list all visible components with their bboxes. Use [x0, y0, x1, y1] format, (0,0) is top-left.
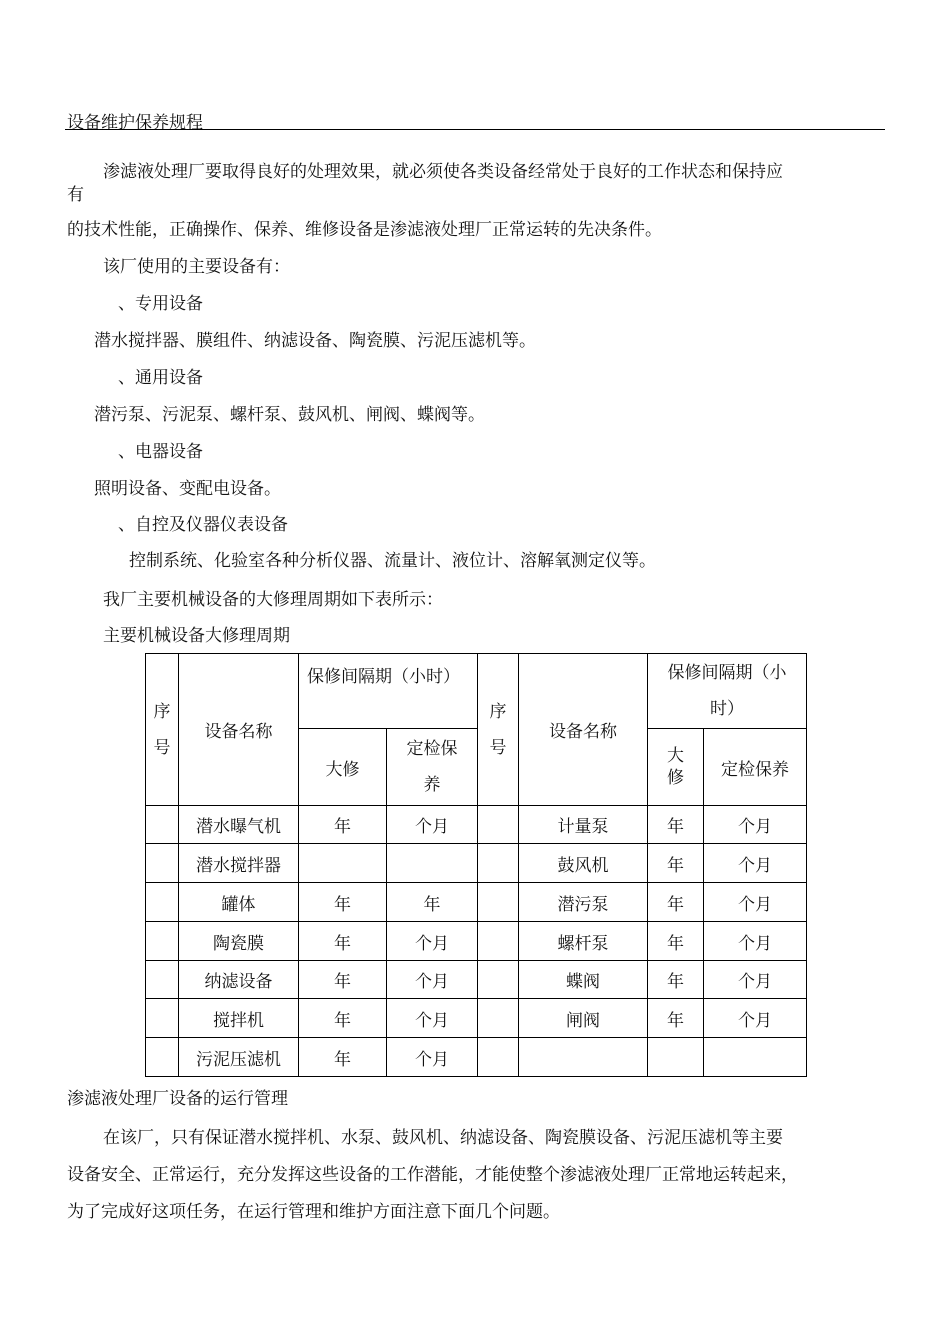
cell-equipment-name: 潜水曝气机 [179, 806, 299, 844]
cell-inspection: 个月 [387, 999, 478, 1038]
table-caption: 主要机械设备大修理周期 [103, 626, 290, 646]
cell-seq [146, 961, 179, 999]
cell-major-repair: 年 [299, 1038, 387, 1077]
section-paragraph-line: 设备安全、正常运行，充分发挥这些设备的工作潜能，才能使整个渗滤液处理厂正常地运转起来， [67, 1165, 798, 1185]
cell-seq [478, 999, 519, 1038]
cell-seq [478, 1038, 519, 1077]
category-heading: 、专用设备 [118, 294, 203, 314]
section-paragraph-line: 为了完成好这项任务，在运行管理和维护方面注意下面几个问题。 [67, 1202, 560, 1222]
cell-seq [478, 883, 519, 922]
header-major-repair: 大 修 [648, 729, 704, 806]
cell-equipment-name [519, 1038, 648, 1077]
cell-equipment-name: 潜水搅拌器 [179, 844, 299, 883]
cell-seq [478, 961, 519, 999]
table-row [146, 999, 807, 1038]
cell-major-repair: 年 [648, 883, 704, 922]
header-maintenance-interval: 保修间隔期（小时） [299, 654, 478, 729]
cell-major-repair: 年 [648, 961, 704, 999]
equipment-intro: 该厂使用的主要设备有： [103, 257, 290, 277]
table-row [146, 1038, 807, 1077]
cell-equipment-name: 陶瓷膜 [179, 922, 299, 961]
maintenance-table [145, 653, 807, 1077]
cell-major-repair: 年 [648, 999, 704, 1038]
cell-seq [478, 922, 519, 961]
cell-major-repair: 年 [648, 922, 704, 961]
header-major-repair: 大修 [299, 729, 387, 806]
cell-inspection [387, 844, 478, 883]
header-inspection: 定检保养 [704, 729, 807, 806]
cell-equipment-name: 纳滤设备 [179, 961, 299, 999]
cell-seq [478, 844, 519, 883]
table-row [146, 961, 807, 999]
cell-equipment-name: 螺杆泵 [519, 922, 648, 961]
category-heading: 、电器设备 [118, 442, 203, 462]
cell-inspection: 个月 [387, 922, 478, 961]
cell-equipment-name: 搅拌机 [179, 999, 299, 1038]
header-inspection: 定检保养 [387, 729, 478, 806]
table-intro: 我厂主要机械设备的大修理周期如下表所示： [103, 590, 443, 610]
cell-inspection: 个月 [704, 883, 807, 922]
cell-inspection: 个月 [387, 806, 478, 844]
intro-line-1: 渗滤液处理厂要取得良好的处理效果，就必须使各类设备经常处于良好的工作状态和保持应 [103, 162, 783, 182]
cell-seq [146, 1038, 179, 1077]
category-items: 控制系统、化验室各种分析仪器、流量计、液位计、溶解氧测定仪等。 [129, 551, 656, 571]
cell-inspection: 个月 [704, 844, 807, 883]
cell-inspection: 个月 [704, 806, 807, 844]
cell-equipment-name: 罐体 [179, 883, 299, 922]
cell-equipment-name: 污泥压滤机 [179, 1038, 299, 1077]
cell-equipment-name: 计量泵 [519, 806, 648, 844]
intro-line-1-cont: 有 [67, 185, 84, 205]
section-paragraph-line: 在该厂，只有保证潜水搅拌机、水泵、鼓风机、纳滤设备、陶瓷膜设备、污泥压滤机等主要 [103, 1128, 783, 1148]
cell-major-repair [648, 1038, 704, 1077]
category-items: 照明设备、变配电设备。 [94, 479, 281, 499]
category-heading: 、通用设备 [118, 368, 203, 388]
intro-line-2: 的技术性能，正确操作、保养、维修设备是渗滤液处理厂正常运转的先决条件。 [67, 220, 662, 240]
cell-major-repair: 年 [648, 806, 704, 844]
header-divider [65, 129, 885, 130]
cell-inspection: 个月 [387, 1038, 478, 1077]
page-title: 设备维护保养规程 [67, 113, 203, 133]
cell-inspection: 个月 [704, 922, 807, 961]
cell-seq [146, 999, 179, 1038]
table-row [146, 806, 807, 844]
header-equipment-name: 设备名称 [179, 654, 299, 806]
cell-seq [146, 922, 179, 961]
cell-inspection: 个月 [387, 961, 478, 999]
header-seq: 序 号 [478, 654, 519, 806]
table-row [146, 844, 807, 883]
cell-equipment-name: 潜污泵 [519, 883, 648, 922]
cell-seq [146, 844, 179, 883]
cell-inspection [704, 1038, 807, 1077]
cell-seq [146, 806, 179, 844]
cell-inspection: 年 [387, 883, 478, 922]
table-row [146, 922, 807, 961]
category-items: 潜污泵、污泥泵、螺杆泵、鼓风机、闸阀、蝶阀等。 [94, 405, 485, 425]
cell-inspection: 个月 [704, 961, 807, 999]
cell-major-repair: 年 [299, 999, 387, 1038]
cell-inspection: 个月 [704, 999, 807, 1038]
section-title: 渗滤液处理厂设备的运行管理 [67, 1089, 288, 1109]
cell-equipment-name: 闸阀 [519, 999, 648, 1038]
cell-seq [478, 806, 519, 844]
header-equipment-name: 设备名称 [519, 654, 648, 806]
header-maintenance-interval: 保修间隔期（小时） [648, 654, 807, 729]
cell-major-repair: 年 [299, 922, 387, 961]
table-row [146, 883, 807, 922]
cell-seq [146, 883, 179, 922]
header-seq: 序 号 [146, 654, 179, 806]
category-heading: 、自控及仪器仪表设备 [118, 515, 288, 535]
cell-equipment-name: 鼓风机 [519, 844, 648, 883]
cell-major-repair [299, 844, 387, 883]
cell-major-repair: 年 [299, 806, 387, 844]
cell-major-repair: 年 [299, 961, 387, 999]
cell-equipment-name: 蝶阀 [519, 961, 648, 999]
category-items: 潜水搅拌器、膜组件、纳滤设备、陶瓷膜、污泥压滤机等。 [94, 331, 536, 351]
cell-major-repair: 年 [299, 883, 387, 922]
cell-major-repair: 年 [648, 844, 704, 883]
